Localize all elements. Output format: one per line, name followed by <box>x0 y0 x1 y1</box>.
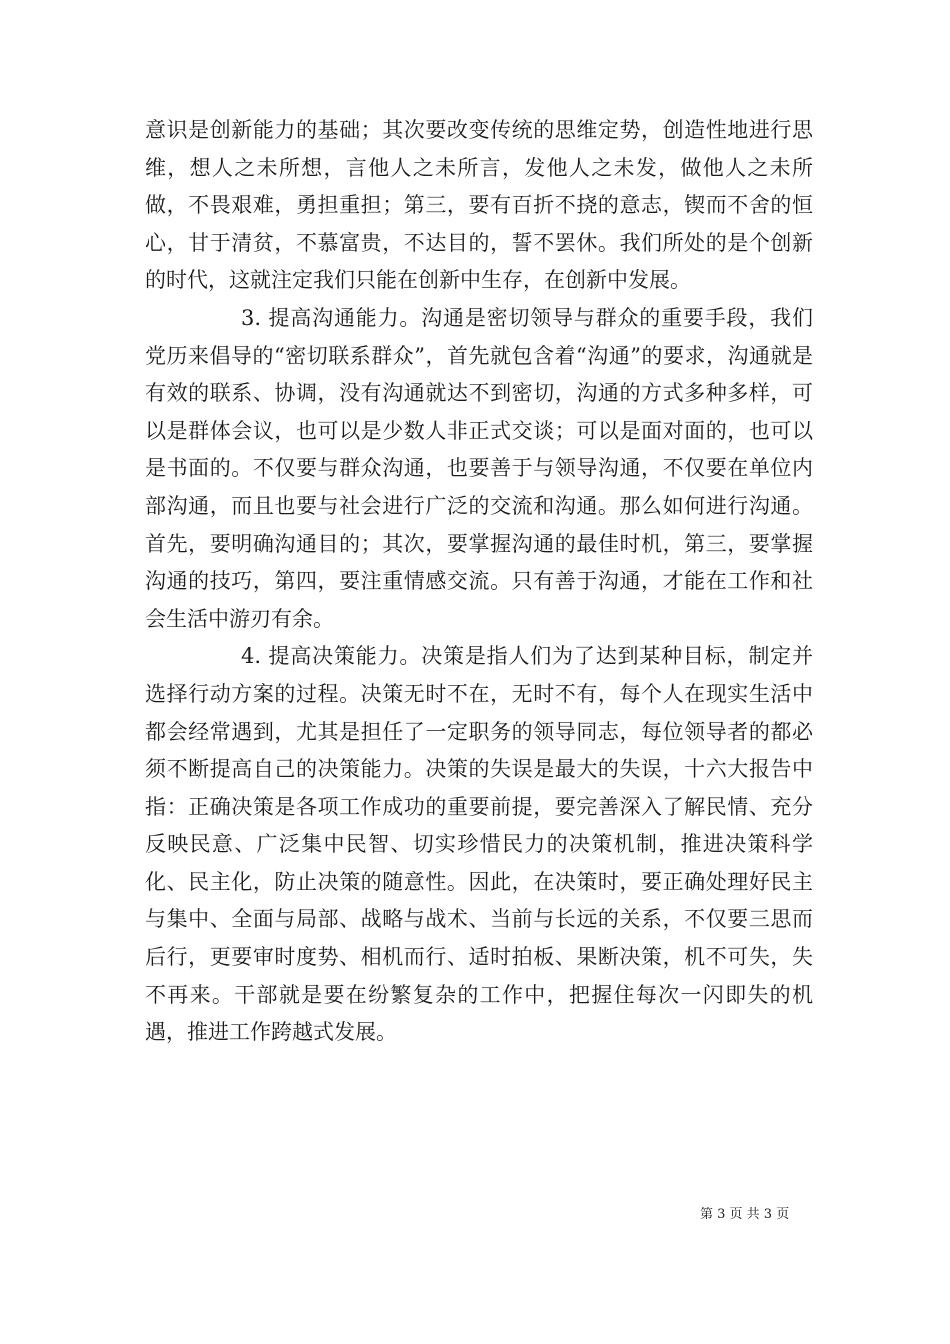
page-number-footer: 第 3 页 共 3 页 <box>700 1207 790 1222</box>
paragraph-communication-ability: 3. 提高沟通能力。沟通是密切领导与群众的重要手段，我们党历来倡导的“密切联系群众”，首先就包含着“沟通”的要求，沟通就是有效的联系、协调，没有沟通就达不到密切，沟通的方式多种多样，可以是群体会议，也可以是少数人非正式交谈；可以是面对面的，也可以是书面的。不仅要与群众沟通，也要善于与领导沟通，不仅要在单位内部沟通，而且也要与社会进行广泛的交流和沟通。那么如何进行沟通。首先，要明确沟通目的；其次，要掌握沟通的最佳时机，第三，要掌握沟通的技巧，第四，要注重情感交流。只有善于沟通，才能在工作和社会生活中游刃有余。 <box>145 305 813 631</box>
document-body <box>145 112 813 1052</box>
paragraph-decision-ability: 4. 提高决策能力。决策是指人们为了达到某种目标，制定并选择行动方案的过程。决策无时不在，无时不有，每个人在现实生活中都会经常遇到，尤其是担任了一定职务的领导同志，每位领导者的都必须不断提高自己的决策能力。决策的失误是最大的失误，十六大报告中指：正确决策是各项工作成功的重要前提，要完善深入了解民情、充分反映民意、广泛集中民智、切实珍惜民力的决策机制，推进决策科学化、民主化，防止决策的随意性。因此，在决策时，要正确处理好民主与集中、全面与局部、战略与战术、当前与长远的关系，不仅要三思而后行，更要审时度势、相机而行、适时拍板、果断决策，机不可失，失不再来。干部就是要在纷繁复杂的工作中，把握住每次一闪即失的机遇，推进工作跨越式发展。 <box>145 644 813 1045</box>
paragraph-innovation-continued: 意识是创新能力的基础；其次要改变传统的思维定势，创造性地进行思维，想人之未所想，言他人之未所言，发他人之未发，做他人之未所做，不畏艰难，勇担重担；第三，要有百折不挠的意志，锲而不舍的恒心，甘于清贫，不慕富贵，不达目的，誓不罢休。我们所处的是个创新的时代，这就注定我们只能在创新中生存，在创新中发展。 <box>145 118 813 293</box>
